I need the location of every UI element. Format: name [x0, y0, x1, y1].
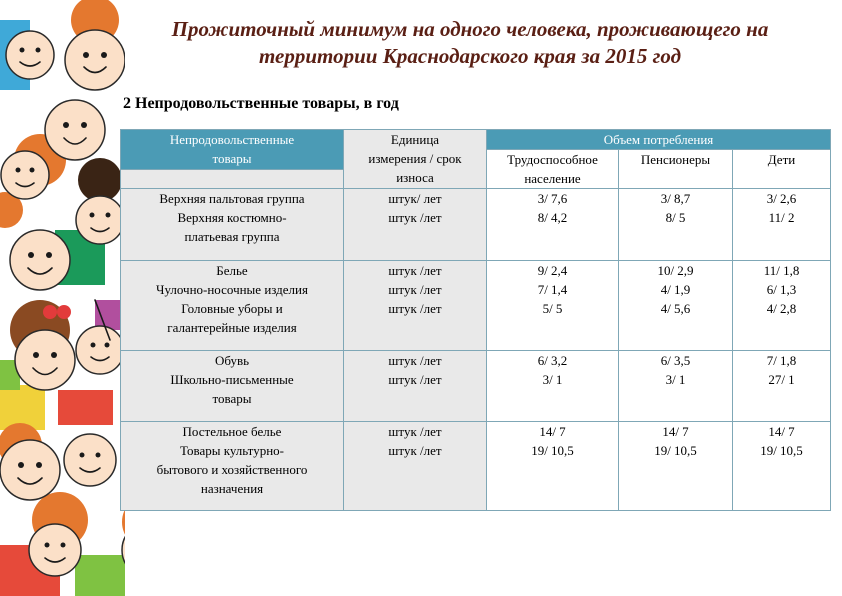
children-cell: [733, 261, 831, 351]
children-cell: [733, 351, 831, 422]
subheader-working: [487, 150, 619, 189]
pensioners-cell-line: 8/ 5: [665, 210, 686, 225]
header-unit-line: износа: [396, 170, 434, 185]
working-cell: [487, 351, 619, 422]
pensioners-cell: [619, 351, 733, 422]
table-row: [121, 422, 831, 511]
consumption-table: [120, 129, 831, 511]
cartoon-children-border: [0, 0, 125, 596]
pensioners-cell-line: 14/ 7: [662, 424, 689, 439]
unit-cell-line: штук/ лет: [388, 191, 442, 206]
working-cell-line: 3/ 1: [542, 372, 563, 387]
children-cell-line: 11/ 1,8: [763, 263, 800, 278]
working-cell-line: 5/ 5: [542, 301, 563, 316]
goods-cell-line: Товары культурно-: [180, 443, 284, 458]
header-unit-line: измерения / срок: [368, 151, 462, 166]
goods-cell: [121, 422, 344, 511]
goods-cell-line: галантерейные изделия: [167, 320, 297, 335]
goods-cell-line: Верхняя костюмно-: [177, 210, 287, 225]
table-row: [121, 189, 831, 261]
goods-cell-line: бытового и хозяйственного: [156, 462, 308, 477]
working-cell: [487, 189, 619, 261]
working-cell-line: 9/ 2,4: [537, 263, 568, 278]
header-volume: Объем потребления: [487, 130, 831, 150]
subheader-working-line: Трудоспособное: [507, 152, 598, 167]
working-cell-line: 3/ 7,6: [537, 191, 568, 206]
unit-cell-line: штук /лет: [388, 443, 442, 458]
subheader-working-line: население: [524, 171, 581, 186]
working-cell: [487, 261, 619, 351]
pensioners-cell: [619, 189, 733, 261]
children-cell-line: 7/ 1,8: [766, 353, 797, 368]
pensioners-cell: [619, 422, 733, 511]
goods-cell-line: платьевая группа: [184, 229, 280, 244]
children-cell-line: 14/ 7: [768, 424, 795, 439]
table-row: [121, 261, 831, 351]
unit-cell-line: штук /лет: [388, 353, 442, 368]
unit-cell-line: штук /лет: [388, 210, 442, 225]
goods-cell-line: товары: [212, 391, 252, 406]
pensioners-cell-line: 4/ 1,9: [660, 282, 691, 297]
goods-cell-line: назначения: [200, 481, 264, 496]
working-cell-line: 14/ 7: [539, 424, 566, 439]
section-heading: 2 Непродовольственные товары, в год: [123, 95, 399, 112]
children-cell-line: 3/ 2,6: [766, 191, 797, 206]
unit-cell-line: штук /лет: [388, 263, 442, 278]
working-cell: [487, 422, 619, 511]
children-cell: [733, 189, 831, 261]
subheader-children: Дети: [733, 150, 831, 189]
children-cell-line: 27/ 1: [768, 372, 795, 387]
unit-cell: [344, 189, 487, 261]
children-cell-line: 6/ 1,3: [766, 282, 797, 297]
children-cell-line: 19/ 10,5: [760, 443, 803, 458]
title-line-1: Прожиточный минимум на одного человека, проживающего на: [171, 17, 769, 41]
subheader-pensioners: Пенсионеры: [619, 150, 733, 189]
unit-cell: [344, 261, 487, 351]
unit-cell-line: штук /лет: [388, 301, 442, 316]
pensioners-cell-line: 19/ 10,5: [654, 443, 697, 458]
unit-cell: [344, 351, 487, 422]
goods-cell-line: Обувь: [214, 353, 250, 368]
table-row: [121, 351, 831, 422]
goods-cell-line: Постельное белье: [182, 424, 282, 439]
header-goods-line: Непродовольственные: [169, 132, 295, 147]
goods-cell: [121, 351, 344, 422]
goods-cell-line: Чулочно-носочные изделия: [156, 282, 308, 297]
goods-cell-line: Головные уборы и: [181, 301, 283, 316]
goods-cell-line: Школьно-письменные: [170, 372, 294, 387]
table-header-row: [121, 130, 831, 150]
pensioners-cell-line: 3/ 8,7: [660, 191, 691, 206]
pensioners-cell-line: 4/ 5,6: [660, 301, 691, 316]
header-goods: [121, 130, 344, 170]
pensioners-cell-line: 6/ 3,5: [660, 353, 691, 368]
pensioners-cell-line: 3/ 1: [665, 372, 686, 387]
pensioners-cell: [619, 261, 733, 351]
working-cell-line: 7/ 1,4: [537, 282, 568, 297]
working-cell-line: 6/ 3,2: [537, 353, 568, 368]
header-unit-line: Единица: [390, 132, 440, 147]
page-title: [120, 16, 820, 70]
children-cell-line: 11/ 2: [768, 210, 795, 225]
header-goods-line: товары: [212, 151, 252, 166]
unit-cell-line: штук /лет: [388, 424, 442, 439]
goods-cell-line: Верхняя пальтовая группа: [159, 191, 305, 206]
goods-cell-line: Белье: [216, 263, 248, 278]
header-goods-spacer: [121, 169, 344, 189]
unit-cell: [344, 422, 487, 511]
pensioners-cell-line: 10/ 2,9: [657, 263, 694, 278]
unit-cell-line: штук /лет: [388, 372, 442, 387]
header-unit: [344, 130, 487, 189]
unit-cell-line: штук /лет: [388, 282, 442, 297]
children-cell: [733, 422, 831, 511]
children-cell-line: 4/ 2,8: [766, 301, 797, 316]
goods-cell: [121, 261, 344, 351]
title-line-2: территории Краснодарского края за 2015 год: [258, 44, 682, 68]
working-cell-line: 8/ 4,2: [537, 210, 568, 225]
goods-cell: [121, 189, 344, 261]
working-cell-line: 19/ 10,5: [531, 443, 574, 458]
